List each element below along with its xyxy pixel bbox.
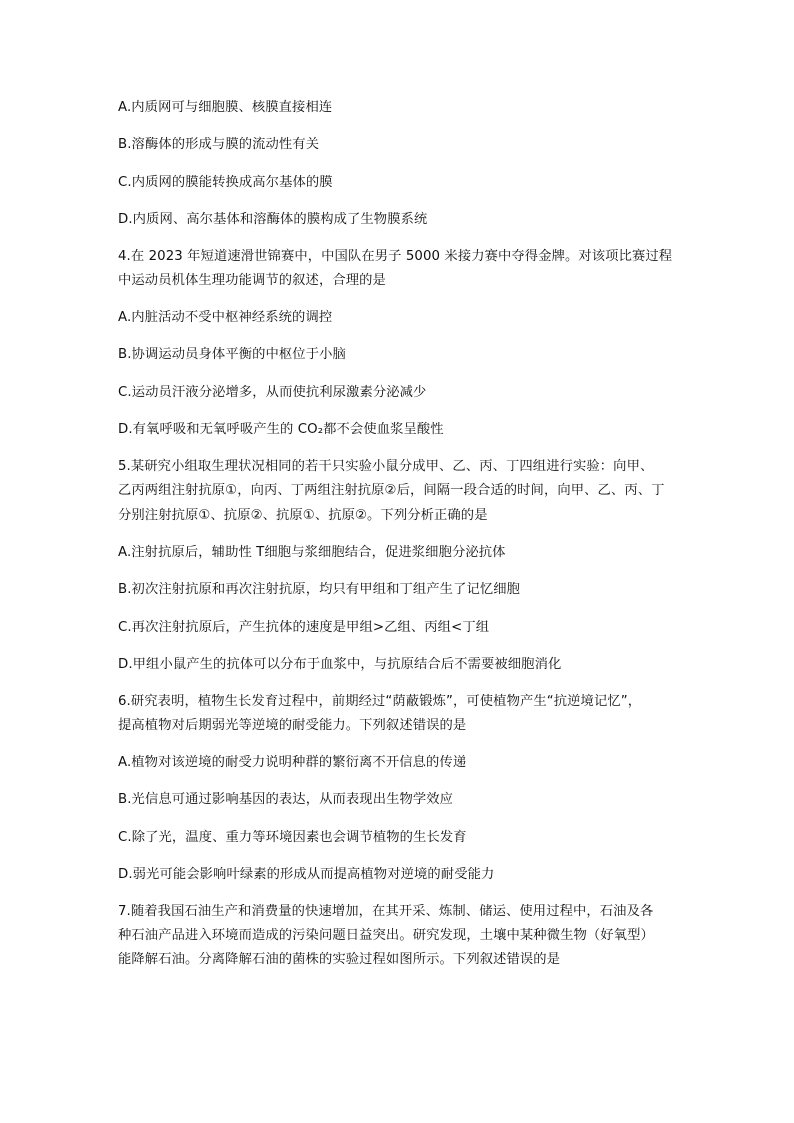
q4-stem-line-1: 4.在 2023 年短道速滑世锦赛中，中国队在男子 5000 米接力赛中夺得金牌。对该项比赛过程 — [118, 249, 673, 264]
q7-stem-line-3: 能降解石油。分离降解石油的菌株的实验过程如图所示。下列叙述错误的是 — [118, 952, 561, 967]
q5-option-a: A.注射抗原后，辅助性 T细胞与浆细胞结合，促进浆细胞分泌抗体 — [118, 545, 506, 560]
q4-option-a: A.内脏活动不受中枢神经系统的调控 — [118, 310, 333, 325]
q5-option-b: B.初次注射抗原和再次注射抗原，均只有甲组和丁组产生了记忆细胞 — [118, 582, 521, 597]
q6-option-c: C.除了光，温度、重力等环境因素也会调节植物的生长发育 — [118, 830, 467, 845]
q4-stem-line-2: 中运动员机体生理功能调节的叙述，合理的是 — [118, 273, 386, 288]
q5-option-c: C.再次注射抗原后，产生抗体的速度是甲组>乙组、丙组<丁组 — [118, 620, 490, 635]
q6-stem-line-1: 6.研究表明，植物生长发育过程中，前期经过“荫蔽锻炼”，可使植物产生“抗逆境记忆”， — [118, 694, 642, 709]
q4-option-d: D.有氧呼吸和无氧呼吸产生的 CO₂都不会使血浆呈酸性 — [118, 422, 444, 437]
q7-stem-line-1: 7.随着我国石油生产和消费量的快速增加，在其开采、炼制、储运、使用过程中，石油及各 — [118, 904, 654, 919]
q3-option-d: D.内质网、高尔基体和溶酶体的膜构成了生物膜系统 — [118, 212, 428, 227]
q6-option-a: A.植物对该逆境的耐受力说明种群的繁衍离不开信息的传递 — [118, 755, 467, 770]
q5-stem-line-1: 5.某研究小组取生理状况相同的若干只实验小鼠分成甲、乙、丙、丁四组进行实验：向甲、 — [118, 459, 654, 474]
q5-stem-line-3: 分别注射抗原①、抗原②、抗原①、抗原②。下列分析正确的是 — [118, 508, 488, 523]
q7-stem-line-2: 种石油产品进入环境而造成的污染问题日益突出。研究发现，土壤中某种微生物（好氧型） — [118, 928, 654, 943]
q4-option-b: B.协调运动员身体平衡的中枢位于小脑 — [118, 347, 346, 362]
q6-option-d: D.弱光可能会影响叶绿素的形成从而提高植物对逆境的耐受能力 — [118, 867, 495, 882]
q3-option-c: C.内质网的膜能转换成高尔基体的膜 — [118, 175, 333, 190]
q6-option-b: B.光信息可通过影响基因的表达，从而表现出生物学效应 — [118, 792, 454, 807]
q3-option-a: A.内质网可与细胞膜、核膜直接相连 — [118, 100, 333, 115]
q3-option-b: B.溶酶体的形成与膜的流动性有关 — [118, 137, 320, 152]
q6-stem-line-2: 提高植物对后期弱光等逆境的耐受能力。下列叙述错误的是 — [118, 718, 467, 733]
q5-option-d: D.甲组小鼠产生的抗体可以分布于血浆中，与抗原结合后不需要被细胞消化 — [118, 657, 562, 672]
q4-option-c: C.运动员汗液分泌增多，从而使抗利尿激素分泌减少 — [118, 385, 427, 400]
q5-stem-line-2: 乙丙两组注射抗原①，向丙、丁两组注射抗原②后，间隔一段合适的时间，向甲、乙、丙、丁 — [118, 483, 665, 498]
